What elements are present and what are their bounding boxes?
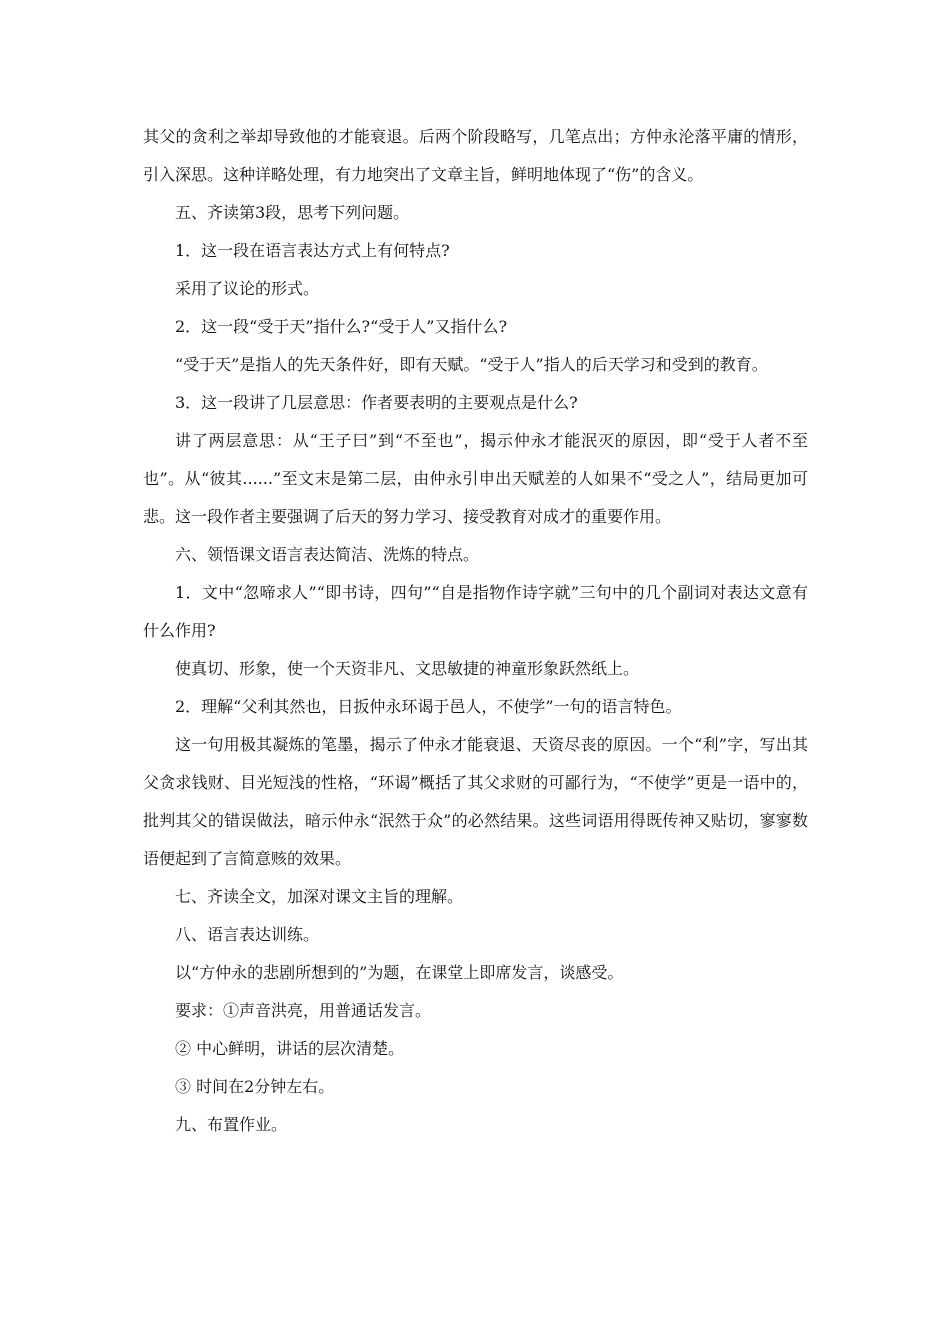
question-5-3: 3．这一段讲了几层意思：作者要表明的主要观点是什么? xyxy=(175,393,578,412)
question-6-2: 2．理解“父利其然也，日扳仲永环谒于邑人，不使学”一句的语言特色。 xyxy=(175,697,682,716)
requirement-2: ② 中心鲜明，讲话的层次清楚。 xyxy=(175,1039,405,1058)
answer-5-1: 采用了议论的形式。 xyxy=(175,279,320,298)
answer-5-3: 讲了两层意思：从“王子曰”到“不至也”，揭示仲永才能泯灭的原因，即“受于人者不至也”。从“彼其......”至文末是第二层，由仲永引申出天赋差的人如果不“受之人”，结局更加可悲。这一段作者主要强调了后天的努力学习、接受教育对成才的重要作用。 xyxy=(143,431,808,526)
answer-6-1: 使真切、形象，使一个天资非凡、文思敏捷的神童形象跃然纸上。 xyxy=(175,659,640,678)
question-6-1: 1．文中“忽啼求人”“即书诗，四句”“自是指物作诗字就”三句中的几个副词对表达文意有什么作用? xyxy=(143,583,808,640)
document-body xyxy=(143,118,808,1144)
question-5-1: 1．这一段在语言表达方式上有何特点? xyxy=(175,241,450,260)
requirement-1: 要求：①声音洪亮，用普通话发言。 xyxy=(175,1001,432,1020)
section-heading-8: 八、语言表达训练。 xyxy=(175,925,320,944)
speech-topic: 以“方仲永的悲剧所想到的”为题，在课堂上即席发言，谈感受。 xyxy=(175,963,624,982)
section-heading-5: 五、齐读第3段，思考下列问题。 xyxy=(175,203,410,222)
answer-6-2: 这一句用极其凝炼的笔墨，揭示了仲永才能衰退、天资尽丧的原因。一个“利”字，写出其父贪求钱财、目光短浅的性格，“环谒”概括了其父求财的可鄙行为，“不使学”更是一语中的，批判其父的错误做法，暗示仲永“泯然于众”的必然结果。这些词语用得既传神又贴切，寥寥数语便起到了言简意赅的效果。 xyxy=(143,735,808,868)
question-5-2: 2．这一段“受于天”指什么?“受于人”又指什么? xyxy=(175,317,508,336)
section-heading-7: 七、齐读全文，加深对课文主旨的理解。 xyxy=(175,887,464,906)
section-heading-6: 六、领悟课文语言表达简洁、洗炼的特点。 xyxy=(175,545,480,564)
requirement-3: ③ 时间在2分钟左右。 xyxy=(175,1077,335,1096)
answer-5-2: “受于天”是指人的先天条件好，即有天赋。“受于人”指人的后天学习和受到的教育。 xyxy=(175,355,768,374)
paragraph-continuation: 其父的贪利之举却导致他的才能衰退。后两个阶段略写，几笔点出；方仲永沦落平庸的情形，引入深思。这种详略处理，有力地突出了文章主旨，鲜明地体现了“伤”的含义。 xyxy=(143,127,808,184)
section-heading-9: 九、布置作业。 xyxy=(175,1115,288,1134)
